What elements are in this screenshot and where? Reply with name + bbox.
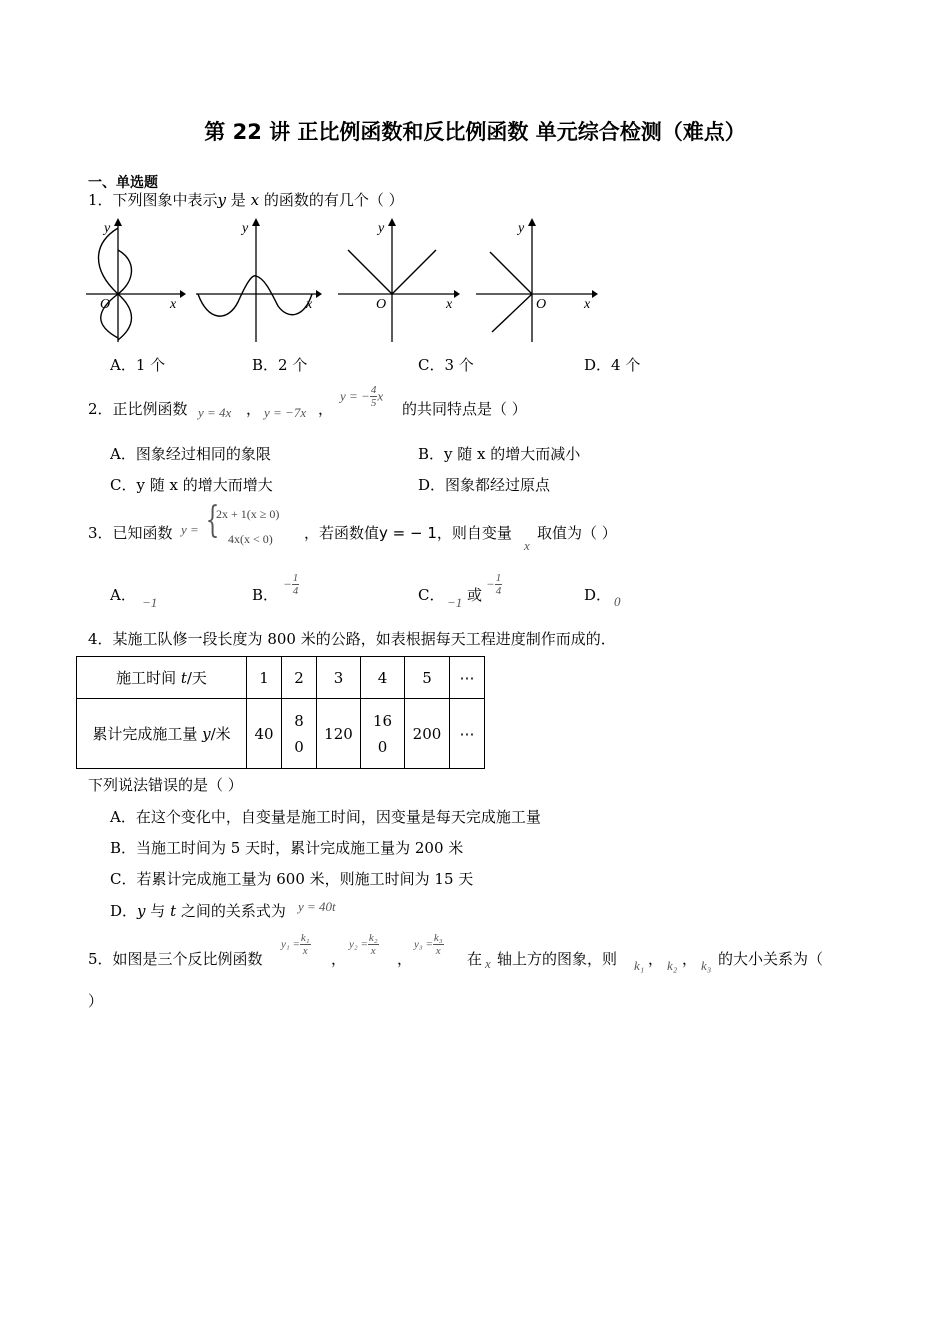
question-5-stem-mid2: 轴上方的图象，则 [497, 950, 618, 968]
q1-option-a[interactable]: A．1 个 [110, 356, 166, 374]
x-axis-label: x [446, 297, 453, 312]
question-5-stem-mid: 在 [467, 950, 483, 968]
q2-option-c[interactable]: C．y 随 x 的增大而增大 [110, 476, 273, 494]
question-3-stem-post: 取值为（ ） [537, 524, 617, 542]
question-3-stem-mid: ，若函数值y = − 1，则自变量 [304, 524, 512, 542]
comma: ， [682, 950, 698, 968]
piecewise-brace: { [205, 500, 220, 541]
comma: ， [318, 400, 334, 418]
question-1-stem: 1．下列图象中表示y 是 x 的函数的有几个（ ） [88, 191, 404, 209]
progress-table [76, 656, 485, 769]
table-header-time: 施工时间 t/天 [77, 657, 247, 699]
var-k1: k₁ [634, 958, 645, 973]
formula-y-4x: y = 4x [198, 405, 232, 420]
comma: ， [397, 950, 413, 968]
table-cell: 120 [317, 699, 361, 769]
y-axis-label: y [104, 221, 111, 236]
page-title: 第 22 讲 正比例函数和反比例函数 单元综合检测（难点） [204, 120, 746, 144]
graph-b [194, 214, 324, 344]
table-cell: 200 [405, 699, 450, 769]
comma: ， [246, 400, 262, 418]
question-3-stem-pre: 3．已知函数 [88, 524, 173, 542]
question-2-stem-post: 的共同特点是（ ） [402, 400, 527, 418]
x-axis-label: x [170, 297, 177, 312]
q3-option-c-or: 或 [467, 586, 483, 604]
q2-option-d[interactable]: D．图象都经过原点 [418, 476, 551, 494]
table-cell: ⋯ [450, 657, 485, 699]
origin-label: O [100, 297, 111, 312]
y-axis-label: y [242, 221, 249, 236]
q3-option-d-value: 0 [614, 594, 621, 609]
formula-y-40t: y = 40t [298, 899, 336, 914]
q4-option-c[interactable]: C．若累计完成施工量为 600 米，则施工时间为 15 天 [110, 870, 474, 888]
q3-option-c-value: −1 [447, 595, 463, 610]
var-k3: k₃ [701, 958, 712, 973]
table-header-amount: 累计完成施工量 y/米 [77, 699, 247, 769]
table-cell: 8 0 [282, 699, 317, 769]
formula-y-neg7x: y = −7x [264, 405, 307, 420]
q3-option-a-value: −1 [142, 595, 158, 610]
table-cell: 2 [282, 657, 317, 699]
question-4-question: 下列说法错误的是（ ） [88, 776, 243, 794]
q3-option-a[interactable]: A． [110, 586, 136, 604]
q3-option-c[interactable]: C． [418, 586, 445, 604]
table-cell: 5 [405, 657, 450, 699]
table-cell: 16 0 [361, 699, 405, 769]
q3-option-d[interactable]: D． [584, 586, 612, 604]
graph-d [474, 214, 604, 344]
section-heading: 一、单选题 [88, 175, 158, 191]
q3-option-b-value: − $\frac{1}{4}$ [283, 572, 299, 597]
comma: ， [648, 950, 664, 968]
question-5-close: ） [88, 992, 104, 1010]
table-cell: 1 [247, 657, 282, 699]
q1-option-b[interactable]: B．2 个 [252, 356, 308, 374]
q2-option-b[interactable]: B．y 随 x 的增大而减小 [418, 445, 581, 463]
var-k2: k₂ [667, 958, 678, 973]
piecewise-case-1: 2x + 1(x ≥ 0) [216, 507, 280, 521]
formula-y3: y₃ = $\frac{\text{k₃}}{x}$ [414, 932, 443, 957]
table-cell: 40 [247, 699, 282, 769]
question-5-stem-pre: 5．如图是三个反比例函数 [88, 950, 263, 968]
q3-option-c-fraction: − $\frac{1}{4}$ [486, 572, 502, 597]
y-axis-label: y [518, 221, 525, 236]
question-5-stem-post: 的大小关系为（ [718, 950, 824, 968]
q4-option-b[interactable]: B．当施工时间为 5 天时，累计完成施工量为 200 米 [110, 839, 464, 857]
q1-option-c[interactable]: C．3 个 [418, 356, 474, 374]
x-axis-label: x [306, 297, 313, 312]
formula-y-neg-four-fifths-x: y = − $\frac{4}{5}$ x [340, 384, 384, 409]
formula-y2: y₂ = $\frac{\text{k₂}}{x}$ [349, 932, 378, 957]
graph-a [82, 214, 186, 344]
question-2-stem-pre: 2．正比例函数 [88, 400, 188, 418]
question-4-stem: 4．某施工队修一段长度为 800 米的公路，如表根据每天工程进度制作而成的． [88, 630, 616, 648]
table-cell: ⋯ [450, 699, 485, 769]
table-cell: 3 [317, 657, 361, 699]
piecewise-case-2: 4x(x < 0) [228, 532, 273, 546]
q4-option-d[interactable]: D．y 与 t 之间的关系式为 [110, 902, 286, 920]
comma: ， [331, 950, 347, 968]
q4-option-a[interactable]: A．在这个变化中，自变量是施工时间，因变量是每天完成施工量 [110, 808, 541, 826]
graph-c [336, 214, 466, 344]
variable-x: x [485, 956, 491, 971]
x-axis-label: x [584, 297, 591, 312]
origin-label: O [536, 297, 547, 312]
piecewise-y: y = [181, 522, 199, 537]
formula-y1: y₁ = $\frac{\text{k₁}}{x}$ [281, 932, 310, 957]
q3-option-b[interactable]: B． [252, 586, 279, 604]
q1-option-d[interactable]: D．4 个 [584, 356, 641, 374]
y-axis-label: y [378, 221, 385, 236]
variable-x: x [524, 538, 530, 553]
table-cell: 4 [361, 657, 405, 699]
origin-label: O [376, 297, 387, 312]
q2-option-a[interactable]: A．图象经过相同的象限 [110, 445, 271, 463]
